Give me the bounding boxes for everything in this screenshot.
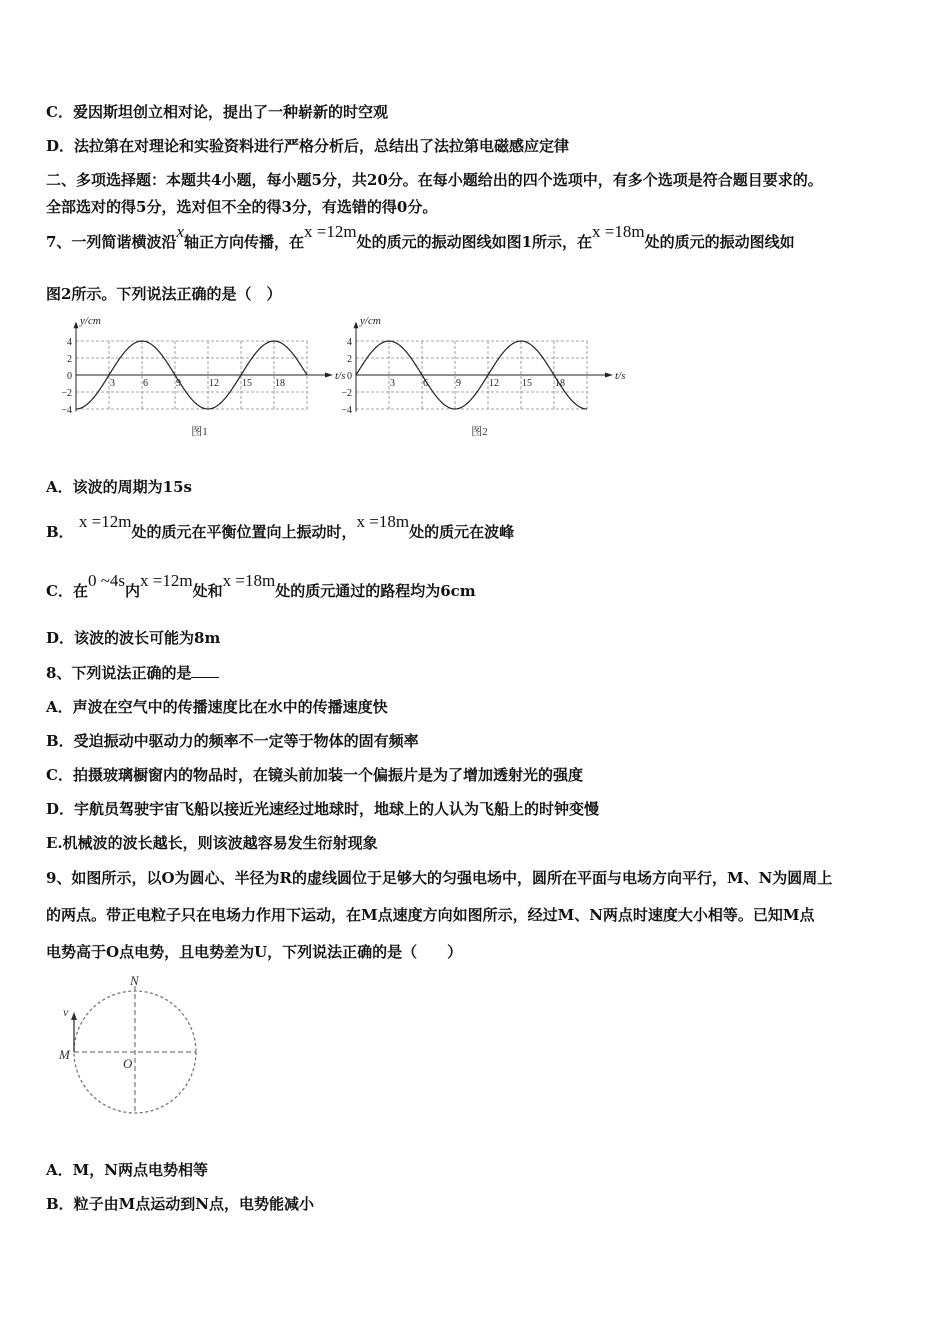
x-tick-12: 12	[209, 378, 219, 389]
q9-circle-figure	[56, 972, 216, 1122]
q8-option-d: D．宇航员驾驶宇宙飞船以接近光速经过地球时，地球上的人认为飞船上的时钟变慢	[46, 800, 600, 818]
y-tick-4: 4	[347, 337, 352, 348]
y-axis-label: y/cm	[80, 315, 101, 327]
x-tick-12: 12	[489, 378, 499, 389]
label-m: M	[59, 1047, 70, 1062]
x-axis-arrow	[605, 373, 613, 378]
y-tick-4: 4	[67, 337, 72, 348]
q7-text-2: 轴正方向传播，在	[184, 233, 305, 251]
x-tick-15: 15	[242, 378, 252, 389]
q7-b-text-2: 处的质元在波峰	[409, 523, 515, 541]
q7-stem-line1	[46, 222, 795, 252]
q7-option-a: A．该波的周期为15s	[46, 478, 192, 496]
q7-c-label: C．在	[46, 582, 88, 600]
q7-b-pos12: x =12m	[78, 512, 132, 531]
q7-c-text-3: 处的质元通过的路程均为6cm	[275, 582, 476, 600]
q9-stem-line3: 电势高于O点电势，且电势差为U，下列说法正确的是（ ）	[46, 943, 463, 961]
q7-text-3: 处的质元的振动图线如图1所示，在	[356, 233, 593, 251]
section2-instructions-1: 二、多项选择题：本题共4小题，每小题5分，共20分。在每小题给出的四个选项中，有多个选项是符合题目要求的。	[46, 171, 823, 189]
x-tick-9: 9	[456, 378, 461, 389]
q7-c-text-2: 处和	[192, 582, 223, 600]
x-axis-arrow	[325, 373, 333, 378]
figure-caption-1: 图1	[191, 426, 208, 438]
label-o: O	[123, 1056, 133, 1071]
q7-option-d: D．该波的波长可能为8m	[46, 629, 221, 647]
figure1-chart	[56, 312, 346, 442]
x-tick-3: 3	[390, 378, 395, 389]
x-tick-18: 18	[555, 378, 565, 389]
q7-c-pos12: x =12m	[140, 571, 193, 590]
figure2-chart	[336, 312, 626, 442]
q8-option-c: C．拍摄玻璃橱窗内的物品时，在镜头前加装一个偏振片是为了增加透射光的强度	[46, 766, 583, 784]
label-n: N	[130, 973, 139, 988]
y-tick-−4: −4	[341, 405, 352, 416]
y-axis-arrow	[354, 321, 359, 328]
q8-option-e: E.机械波的波长越长，则该波越容易发生衍射现象	[46, 834, 378, 852]
y-tick-2: 2	[67, 354, 72, 365]
q7-pos18: x =18m	[592, 222, 645, 241]
q9-stem-line1: 9、如图所示，以O为圆心、半径为R的虚线圆位于足够大的匀强电场中，圆所在平面与电场方向平行，M、N为圆周上	[46, 869, 833, 887]
y-tick-−2: −2	[61, 388, 72, 399]
q9-stem-line2: 的两点。带正电粒子只在电场力作用下运动，在M点速度方向如图所示，经过M、N两点时速度大小相等。已知M点	[46, 906, 815, 924]
label-v: v	[63, 1005, 69, 1019]
y-axis-label: y/cm	[360, 315, 381, 327]
q7-b-pos18: x =18m	[356, 512, 410, 531]
y-tick-−2: −2	[341, 388, 352, 399]
x-tick-18: 18	[275, 378, 285, 389]
q7-text-4: 处的质元的振动图线如	[644, 233, 795, 251]
q9-option-a: A．M，N两点电势相等	[46, 1161, 208, 1179]
option-c-previous: C．爱因斯坦创立相对论，提出了一种崭新的时空观	[46, 103, 388, 121]
x-tick-6: 6	[423, 378, 428, 389]
option-d-previous: D．法拉第在对理论和实验资料进行严格分析后，总结出了法拉第电磁感应定律	[46, 137, 570, 155]
figure-caption-2: 图2	[471, 426, 488, 438]
x-tick-6: 6	[143, 378, 148, 389]
q8-option-b: B．受迫振动中驱动力的频率不一定等于物体的固有频率	[46, 732, 419, 750]
x-tick-9: 9	[176, 378, 181, 389]
y-tick-0: 0	[347, 371, 352, 382]
q7-option-c	[46, 571, 476, 601]
q7-x-symbol: x	[176, 222, 184, 241]
x-axis-label: t/s	[335, 370, 346, 382]
q7-c-pos18: x =18m	[222, 571, 276, 590]
velocity-arrowhead	[71, 1012, 77, 1020]
q8-stem	[46, 663, 219, 683]
q7-stem-line2: 图2所示。下列说法正确的是（ ）	[46, 285, 282, 303]
q7-pos12: x =12m	[304, 222, 357, 241]
q7-text-1: 7、一列简谐横波沿	[46, 233, 177, 251]
q9-option-b: B．粒子由M点运动到N点，电势能减小	[46, 1195, 314, 1213]
y-tick-2: 2	[347, 354, 352, 365]
q7-option-b	[46, 512, 515, 542]
y-tick-−4: −4	[61, 405, 72, 416]
answer-blank	[191, 663, 219, 678]
q7-b-label: B．	[46, 523, 74, 541]
q7-c-text-1: 内	[125, 582, 141, 600]
q7-c-range: 0 ~4s	[87, 571, 126, 590]
q7-b-text-1: 处的质元在平衡位置向上振动时，	[131, 523, 357, 541]
x-tick-3: 3	[110, 378, 115, 389]
y-tick-0: 0	[67, 371, 72, 382]
x-tick-15: 15	[522, 378, 532, 389]
x-axis-label: t/s	[615, 370, 626, 382]
q8-option-a: A．声波在空气中的传播速度比在水中的传播速度快	[46, 698, 388, 716]
y-axis-arrow	[74, 321, 79, 328]
section2-instructions-2: 全部选对的得5分，选对但不全的得3分，有选错的得0分。	[46, 198, 438, 216]
q8-stem-text: 8、下列说法正确的是	[46, 664, 192, 682]
